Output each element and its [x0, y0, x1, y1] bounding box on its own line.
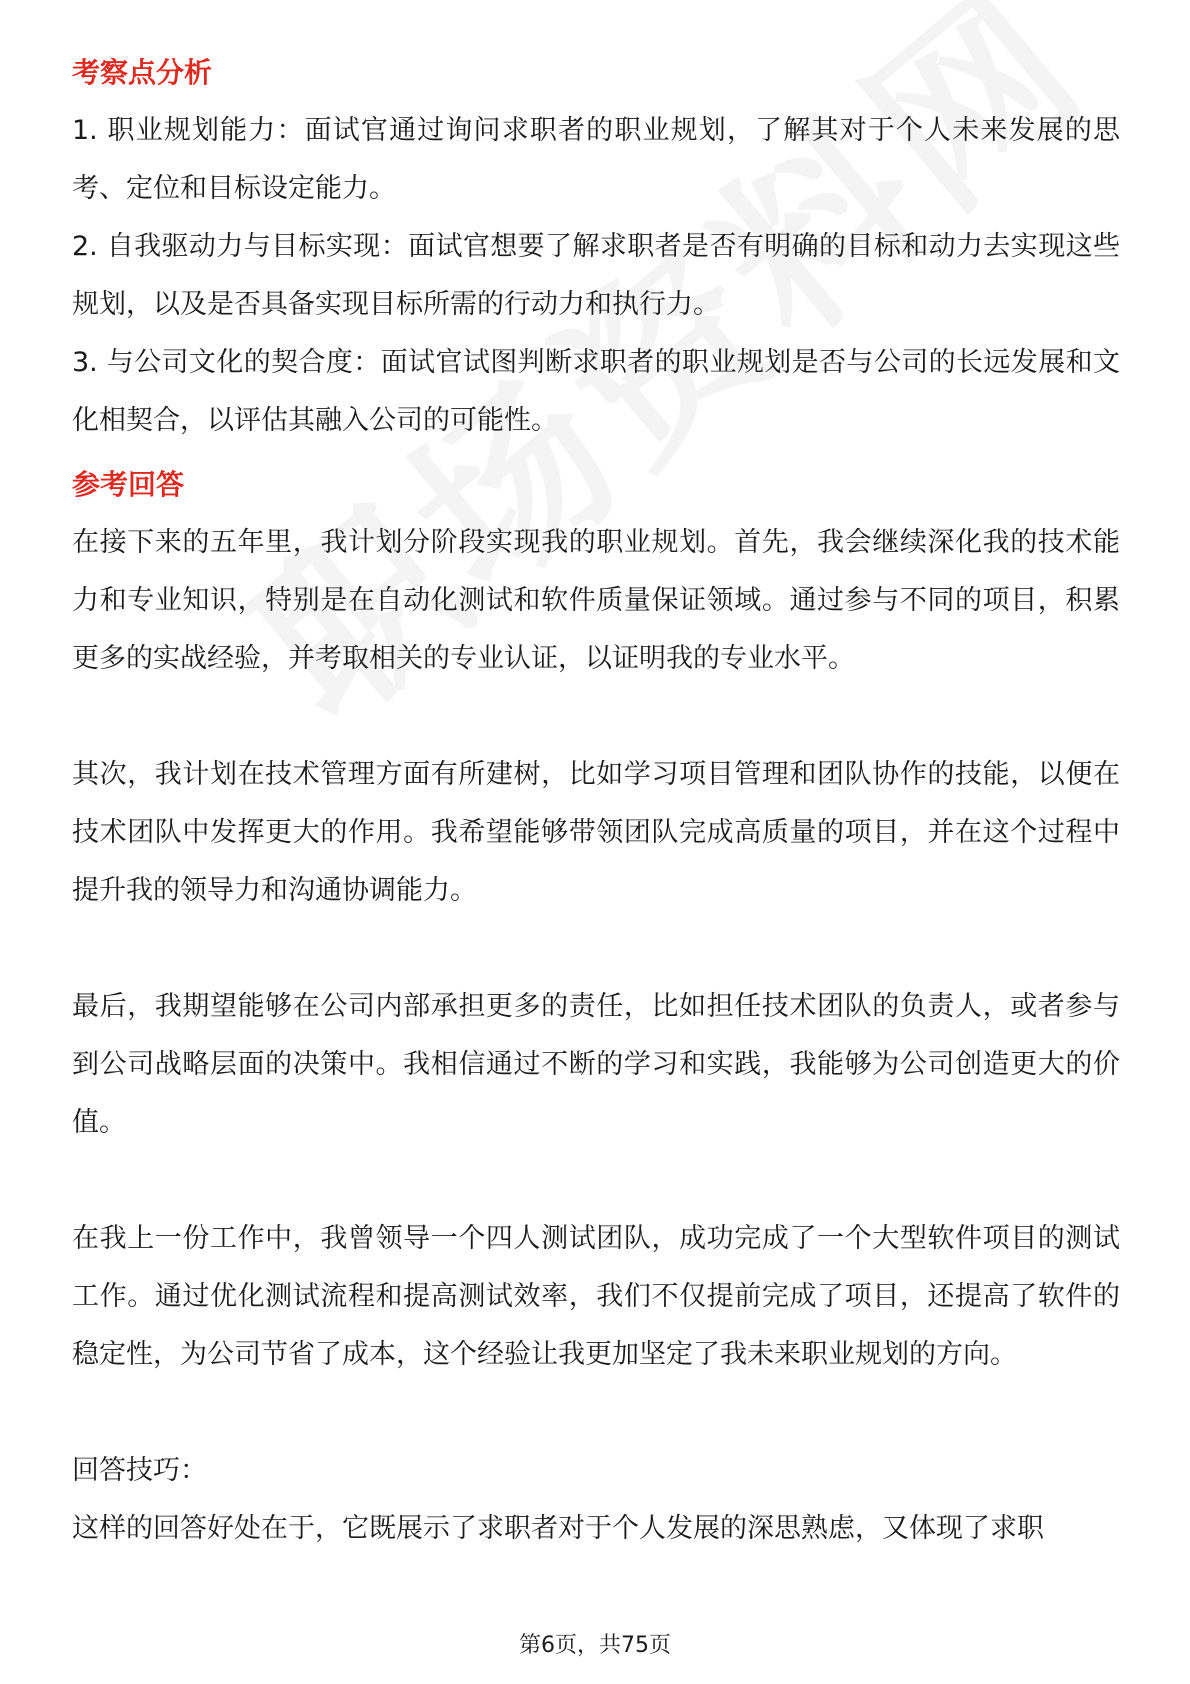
analysis-item-1: 1. 职业规划能力：面试官通过询问求职者的职业规划，了解其对于个人未来发展的思考、定位和目标设定能力。 [72, 115, 1120, 204]
answer-paragraph-3: 最后，我期望能够在公司内部承担更多的责任，比如担任技术团队的负责人，或者参与到公司战略层面的决策中。我相信通过不断的学习和实践，我能够为公司创造更大的价值。 [72, 991, 1120, 1138]
analysis-item-2: 2. 自我驱动力与目标实现：面试官想要了解求职者是否有明确的目标和动力去实现这些规划，以及是否具备实现目标所需的行动力和执行力。 [72, 231, 1120, 320]
answer-paragraph-2: 其次，我计划在技术管理方面有所建树，比如学习项目管理和团队协作的技能，以便在技术团队中发挥更大的作用。我希望能够带领团队完成高质量的项目，并在这个过程中提升我的领导力和沟通协调能力。 [72, 759, 1120, 906]
analysis-heading: 考察点分析 [72, 56, 213, 89]
paragraph-spacer [72, 920, 1120, 978]
analysis-item-3: 3. 与公司文化的契合度：面试官试图判断求职者的职业规划是否与公司的长远发展和文化相契合，以评估其融入公司的可能性。 [72, 347, 1120, 436]
page-footer: 第6页，共75页 [519, 1633, 671, 1658]
answer-heading: 参考回答 [72, 468, 185, 501]
paragraph-spacer [72, 688, 1120, 746]
document-body [72, 44, 1120, 1558]
answer-paragraph-1: 在接下来的五年里，我计划分阶段实现我的职业规划。首先，我会继续深化我的技术能力和专业知识，特别是在自动化测试和软件质量保证领域。通过参与不同的项目，积累更多的实战经验，并考取相关的专业认证，以证明我的专业水平。 [72, 527, 1120, 674]
tips-text: 这样的回答好处在于，它既展示了求职者对于个人发展的深思熟虑，又体现了求职 [72, 1513, 1044, 1544]
paragraph-spacer [72, 1384, 1120, 1442]
paragraph-spacer [72, 1152, 1120, 1210]
answer-paragraph-4: 在我上一份工作中，我曾领导一个四人测试团队，成功完成了一个大型软件项目的测试工作。通过优化测试流程和提高测试效率，我们不仅提前完成了项目，还提高了软件的稳定性，为公司节省了成本，这个经验让我更加坚定了我未来职业规划的方向。 [72, 1223, 1120, 1370]
tips-label: 回答技巧： [72, 1455, 207, 1486]
